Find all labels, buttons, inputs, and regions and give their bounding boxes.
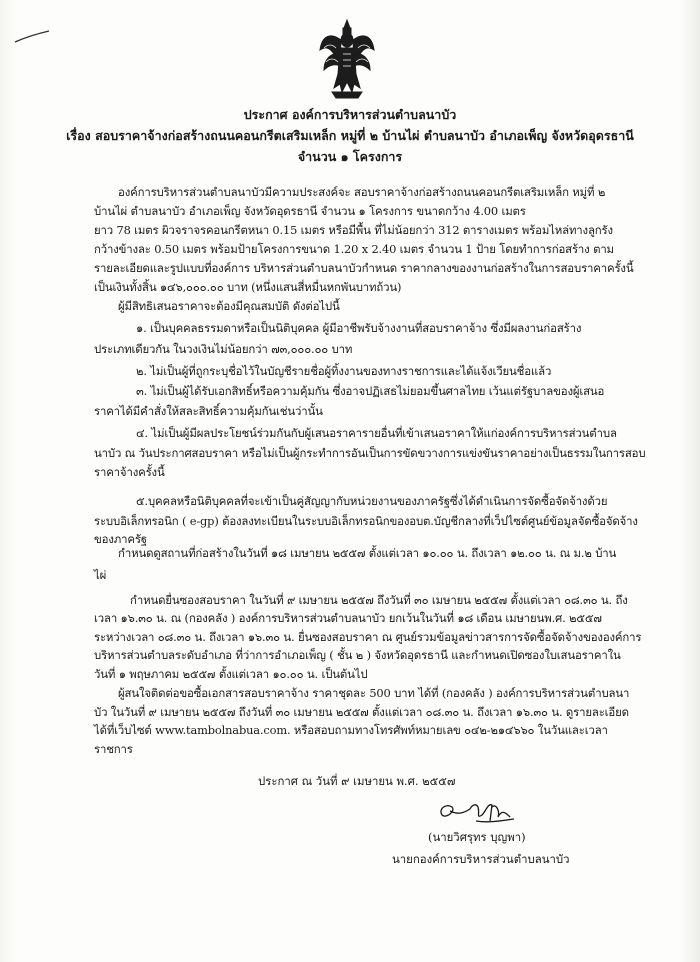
pen-mark-icon [14,30,50,44]
body-line: ราคาได้มีคำสั่งให้สละสิทธิ์ความคุ้มกันเช่นว่านั้น [94,404,323,418]
signer-title: นายกองค์การบริหารส่วนตำบลนาบัว [392,852,570,866]
body-line: ผู้มีสิทธิเสนอราคาจะต้องมีคุณสมบัติ ดังต่อไปนี้ [118,299,340,313]
body-line: ๓. ไม่เป็นผู้ได้รับเอกสิทธิ์หรือความคุ้มกัน ซึ่งอาจปฏิเสธไม่ยอมขึ้นศาลไทย เว้นแต่รัฐบาลของผู้เสนอ [136,384,605,398]
body-line: วันที่ ๑ พฤษภาคม ๒๕๕๗ ตั้งแต่เวลา ๑๐.๐๐ น. เป็นต้นไป [94,667,368,681]
body-line: ยาว 78 เมตร ผิวจราจรคอนกรีตหนา 0.15 เมตร หรือมีพื้น ที่ไม่น้อยกว่า 312 ตารางเมตร พร้อมไหล่ทางลูกรัง [94,223,613,237]
body-line: ราชการ [94,742,133,756]
body-line: ไผ่ [94,568,107,582]
body-line: กำหนดยื่นซองสอบราคา ในวันที่ ๙ เมษายน ๒๕๕๗ ถึงวันที่ ๓๐ เมษายน ๒๕๕๗ ตั้งแต่เวลา ๐๘.๓๐ น. ถึง [130,593,628,607]
body-line: ได้ที่เว็บไซต์ www.tambolnabua.com. หรือสอบถามทางโทรศัพท์หมายเลข ๐๔๒-๒๑๔๖๖๐ ในวันและเวลา [94,723,608,737]
body-line: ๕.บุคคลหรือนิติบุคคลที่จะเข้าเป็นคู่สัญญากับหน่วยงานของภาครัฐซึ่งได้ดำเนินการจัดซื้อจัดจ้างด้วย [136,494,608,508]
body-line: เวลา ๑๖.๓๐ น. ณ (กองคลัง ) องค์การบริหารส่วนตำบลนาบัว ยกเว้นในวันที่ ๑๘ เดือน เมษายนพ.ศ. ๒๕๕๗ [94,611,602,625]
body-line: บัว ในวันที่ ๙ เมษายน ๒๕๕๗ ถึงวันที่ ๓๐ เมษายน ๒๕๕๗ ตั้งแต่เวลา ๐๘.๓๐ น. ถึงเวลา ๑๖.๓๐ น. ดูรายละเอียด [94,705,629,719]
signer-name: (นายวิศรุทร บุญพา) [428,830,526,844]
body-line: กำหนดดูสถานที่ก่อสร้างในวันที่ ๑๘ เมษายน ๒๕๕๗ ตั้งแต่เวลา ๑๐.๐๐ น. ถึงเวลา ๑๒.๐๐ น. ณ ม.๒ บ้าน [118,546,617,560]
body-line: ระบบอิเล็กทรอนิก ( e-gp) ต้องลงทะเบียนในระบบอิเล็กทรอนิกของอบต.บัญชีกลางที่เว็ปไซต์ศูนย์ข้อมูลจัดซื้อจัดจ้าง [94,514,638,528]
body-line: ระหว่างเวลา ๐๘.๓๐ น. ถึงเวลา ๑๖.๓๐ น. ยื่นซองสอบราคา ณ ศูนย์รวมข้อมูลข่าวสารการจัดซื้อจัดจ้างขององค์การ [94,630,642,644]
body-line: ของภาครัฐ [94,532,147,546]
body-line: ราคาจ้างครั้งนี้ [94,465,165,479]
signature [436,795,516,827]
announcement-date: ประกาศ ณ วันที่ ๙ เมษายน พ.ศ. ๒๕๕๗ [258,774,456,788]
body-line: ผู้สนใจติดต่อขอซื้อเอกสารสอบราคาจ้าง ราคาชุดละ 500 บาท ได้ที่ (กองคลัง ) องค์การบริหารส่วนตำบลนา [118,686,630,700]
body-line: กว้างข้างละ 0.50 เมตร พร้อมป้ายโครงการขนาด 1.20 x 2.40 เมตร จำนวน 1 ป้าย โดยทำการก่อสร้าง ตาม [94,242,614,256]
body-line: เป็นเงินทั้งสิ้น ๑๔๖,๐๐๐.๐๐ บาท (หนึ่งแสนสี่หมื่นหกพันบาทถ้วน) [94,280,402,294]
garuda-emblem-icon [318,18,376,100]
body-line: ประเภทเดียวกัน ในวงเงินไม่น้อยกว่า ๗๓,๐๐๐.๐๐ บาท [94,342,353,356]
announcement-project-count: จำนวน ๑ โครงการ [297,149,403,164]
body-line: ๔. ไม่เป็นผู้มีผลประโยชน์ร่วมกันกับผู้เสนอราคารายอื่นที่เข้าเสนอราคาให้แก่องค์การบริหารส่วนตำบล [136,426,617,440]
body-line: องค์การบริหารส่วนตำบลนาบัวมีความประสงค์จะ สอบราคาจ้างก่อสร้างถนนคอนกรีตเสริมเหล็ก หมู่ที่ ๒ [118,185,606,199]
body-line: บริหารส่วนตำบลระดับอำเภอ ที่ว่าการอำเภอเพ็ญ ( ชั้น ๒ ) จังหวัดอุดรธานี และกำหนดเปิดซองใบเสนอราคาใน [94,648,621,662]
body-line: บ้านไผ่ ตำบลนาบัว อำเภอเพ็ญ จังหวัดอุดรธานี จำนวน ๑ โครงการ ขนาดกว้าง 4.00 เมตร [94,204,526,218]
announcement-subject: เรื่อง สอบราคาจ้างก่อสร้างถนนคอนกรีตเสริมเหล็ก หมู่ที่ ๒ บ้านไผ่ ตำบลนาบัว อำเภอเพ็ญ จังหวัดอุดรธานี [66,128,634,143]
announcement-title: ประกาศ องค์การบริหารส่วนตำบลนาบัว [243,107,457,122]
body-line: นาบัว ณ วันประกาศสอบราคา หรือไม่เป็นผู้กระทำการอันเป็นการขัดขวางการแข่งขันราคาอย่างเป็นธรรมในการสอบ [94,446,646,460]
body-line: รายละเอียดและรูปแบบที่องค์การ บริหารส่วนตำบลนาบัวกำหนด ราคากลางของงานก่อสร้างในการสอบราคาครั้งนี้ [94,261,634,275]
body-line: ๒. ไม่เป็นผู้ที่ถูกระบุชื่อไว้ในบัญชีรายชื่อผู้ทิ้งงานของทางราชการและได้แจ้งเวียนชื่อแล้ว [136,364,552,378]
body-line: ๑. เป็นบุคคลธรรมดาหรือเป็นนิติบุคคล ผู้มีอาชีพรับจ้างงานที่สอบราคาจ้าง ซึ่งมีผลงานก่อสร้าง [136,321,582,335]
